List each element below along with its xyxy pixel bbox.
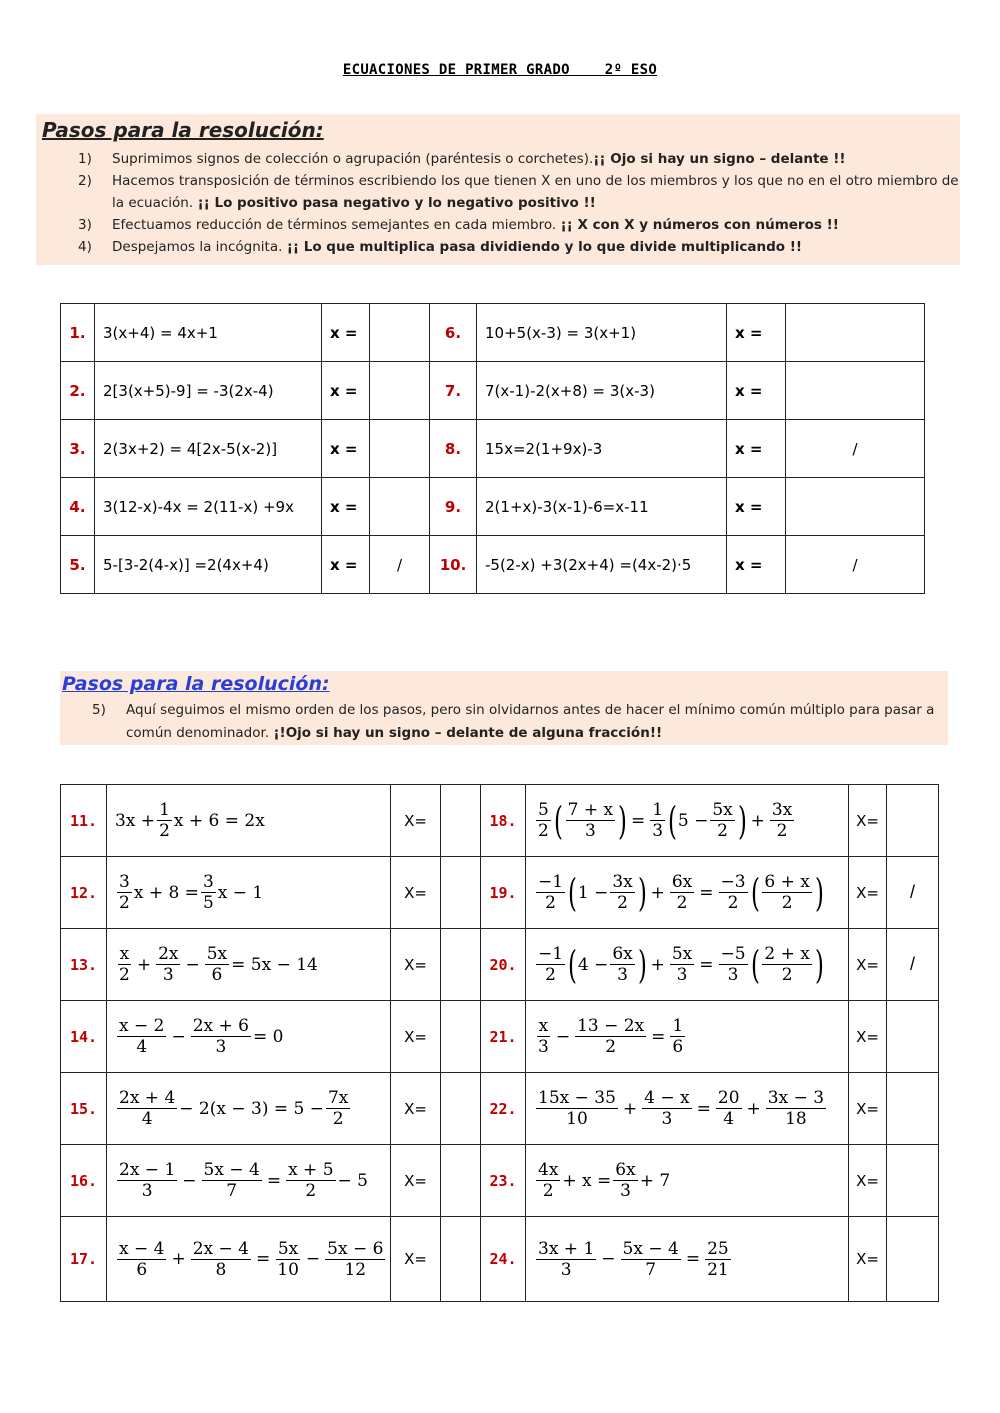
x-label: X= [391, 1217, 441, 1302]
x-label: X= [849, 1073, 887, 1145]
answer-field[interactable] [786, 478, 925, 536]
equation-16: 2x − 1 3 − $\frac{5x - 4}{7}$ = $\frac{x + 5}{2}$ − 5 [107, 1145, 391, 1217]
answer-field[interactable] [887, 785, 939, 857]
answer-field[interactable] [370, 304, 430, 362]
x-label: X= [391, 929, 441, 1001]
step-warning: ¡!Ojo si hay un signo – delante de alguna fracción!! [273, 725, 663, 741]
x-label: x = [727, 304, 786, 362]
answer-field[interactable] [441, 1001, 481, 1073]
answer-field[interactable] [887, 1073, 939, 1145]
x-label: x = [322, 420, 370, 478]
equation-text: 2[3(x+5)-9] = -3(2x-4) [95, 362, 322, 420]
equation-number: 23. [481, 1145, 526, 1217]
answer-field[interactable]: / [887, 857, 939, 929]
table-row [61, 1217, 939, 1302]
table-row [61, 478, 925, 536]
equation-number: 16. [61, 1145, 107, 1217]
equations-table-1 [60, 303, 925, 594]
steps-box-2 [60, 671, 948, 745]
equation-text: -5(2-x) +3(2x+4) =(4x-2)·5 [477, 536, 727, 594]
equation-number: 12. [61, 857, 107, 929]
table-row [61, 857, 939, 929]
x-label: x = [322, 362, 370, 420]
equation-text: 10+5(x-3) = 3(x+1) [477, 304, 727, 362]
equation-19: −1 2 ( 1 − $\frac{3x}{2}$ ) + $\frac{6x}{2}$ = $\frac{-3}{2}$ ( 6 + x 2 ) [526, 857, 849, 929]
equation-18: 5 2 ( 7 + x 3 ) = $\frac{1}{3}$ ( 5 − $\frac{5x}{2}$ ) + $\frac{3x}{2}$ [526, 785, 849, 857]
steps-heading-2: Pasos para la resolución: [62, 673, 330, 695]
step-text: Efectuamos reducción de términos semejantes en cada miembro. [112, 217, 557, 233]
equation-number: 15. [61, 1073, 107, 1145]
step-item [78, 214, 960, 236]
equation-text: 2(1+x)-3(x-1)-6=x-11 [477, 478, 727, 536]
equation-22: 15x − 35 10 + $\frac{4 - x}{3}$ = $\frac{20}{4}$ + $\frac{3x - 3}{18}$ [526, 1073, 849, 1145]
equation-number: 14. [61, 1001, 107, 1073]
step-item [78, 148, 960, 170]
equation-number: 24. [481, 1217, 526, 1302]
step-warning: ¡¡ X con X y números con números !! [560, 217, 839, 233]
table-row [61, 536, 925, 594]
equation-number: 5. [61, 536, 95, 594]
answer-field[interactable] [887, 1001, 939, 1073]
x-label: X= [849, 785, 887, 857]
answer-field[interactable]: / [887, 929, 939, 1001]
step-item [78, 170, 960, 214]
equation-number: 4. [61, 478, 95, 536]
step-warning: ¡¡ Ojo si hay un signo – delante !! [593, 151, 846, 167]
equation-21: x 3 − $\frac{13 - 2x}{2}$ = $\frac{1}{6}$ [526, 1001, 849, 1073]
equation-number: 13. [61, 929, 107, 1001]
answer-field[interactable] [786, 304, 925, 362]
answer-field[interactable] [441, 857, 481, 929]
equation-number: 11. [61, 785, 107, 857]
equation-23: 4x 2 + x = $\frac{6x}{3}$ + 7 [526, 1145, 849, 1217]
equations-table-2 [60, 784, 939, 1302]
equation-text: 7(x-1)-2(x+8) = 3(x-3) [477, 362, 727, 420]
equation-number: 18. [481, 785, 526, 857]
steps-box [36, 114, 960, 265]
equation-number: 22. [481, 1073, 526, 1145]
table-row [61, 362, 925, 420]
equation-13: x 2 + $\frac{2x}{3}$ − $\frac{5x}{6}$ = 5x − 14 [107, 929, 391, 1001]
steps-list-2 [92, 699, 948, 745]
equation-12: 3 2 x + 8 = $\frac{3}{5}$ x − 1 [107, 857, 391, 929]
x-label: x = [727, 362, 786, 420]
x-label: x = [322, 478, 370, 536]
equation-number: 1. [61, 304, 95, 362]
x-label: X= [849, 1145, 887, 1217]
answer-field[interactable] [441, 785, 481, 857]
answer-field[interactable] [441, 1073, 481, 1145]
equation-number: 20. [481, 929, 526, 1001]
table-row [61, 1073, 939, 1145]
equation-text: 15x=2(1+9x)-3 [477, 420, 727, 478]
step-number: 1) [78, 151, 92, 167]
x-label: X= [391, 1001, 441, 1073]
equation-number: 21. [481, 1001, 526, 1073]
equation-11: 3x + $\frac{1}{2}$ x + 6 = 2x [107, 785, 391, 857]
step-text: Hacemos transposición de términos escribiendo los que tienen X en uno de los miembros y los que no en el otro miembro de la ecuación. [112, 173, 959, 211]
x-label: x = [727, 478, 786, 536]
equation-number: 7. [430, 362, 477, 420]
x-label: x = [322, 304, 370, 362]
answer-field[interactable] [370, 478, 430, 536]
x-label: X= [391, 1073, 441, 1145]
equation-15: 2x + 4 4 − 2(x − 3) = 5 − $\frac{7x}{2}$ [107, 1073, 391, 1145]
equation-number: 3. [61, 420, 95, 478]
equation-number: 19. [481, 857, 526, 929]
x-label: x = [727, 420, 786, 478]
equation-text: 5-[3-2(4-x)] =2(4x+4) [95, 536, 322, 594]
page-title: ECUACIONES DE PRIMER GRADO 2º ESO [342, 62, 658, 78]
equation-number: 9. [430, 478, 477, 536]
equation-17: x − 4 6 + $\frac{2x - 4}{8}$ = $\frac{5x}{10}$ − $\frac{5x - 6}{12}$ [107, 1217, 391, 1302]
answer-field[interactable]: / [786, 536, 925, 594]
table-row [61, 929, 939, 1001]
answer-field[interactable] [441, 1217, 481, 1302]
equation-text: 3(x+4) = 4x+1 [95, 304, 322, 362]
answer-field[interactable] [441, 929, 481, 1001]
x-label: X= [849, 929, 887, 1001]
step-number: 3) [78, 217, 92, 233]
equation-number: 10. [430, 536, 477, 594]
equation-20: −1 2 ( 4 − $\frac{6x}{3}$ ) + $\frac{5x}{3}$ = $\frac{-5}{3}$ ( 2 + x 2 ) [526, 929, 849, 1001]
answer-field[interactable] [370, 362, 430, 420]
steps-heading: Pasos para la resolución: [42, 118, 324, 142]
table-row [61, 420, 925, 478]
x-label: x = [727, 536, 786, 594]
x-label: X= [391, 1145, 441, 1217]
equation-number: 17. [61, 1217, 107, 1302]
table-row [61, 1145, 939, 1217]
x-label: X= [849, 857, 887, 929]
step-item [78, 236, 960, 258]
equation-24: 3x + 1 3 − $\frac{5x - 4}{7}$ = $\frac{25}{21}$ [526, 1217, 849, 1302]
answer-field[interactable] [441, 1145, 481, 1217]
equation-text: 2(3x+2) = 4[2x-5(x-2)] [95, 420, 322, 478]
equation-text: 3(12-x)-4x = 2(11-x) +9x [95, 478, 322, 536]
table-row [61, 1001, 939, 1073]
step-warning: ¡¡ Lo que multiplica pasa dividiendo y lo que divide multiplicando !! [286, 239, 803, 255]
equation-number: 6. [430, 304, 477, 362]
answer-field[interactable]: / [786, 420, 925, 478]
equation-number: 8. [430, 420, 477, 478]
answer-field[interactable] [887, 1145, 939, 1217]
table-row [61, 785, 939, 857]
step-text: Suprimimos signos de colección o agrupación (paréntesis o corchetes). [112, 151, 594, 167]
table-row [61, 304, 925, 362]
steps-list [78, 148, 960, 258]
x-label: X= [391, 785, 441, 857]
x-label: X= [391, 857, 441, 929]
step-warning: ¡¡ Lo positivo pasa negativo y lo negativo positivo !! [197, 195, 596, 211]
answer-field[interactable] [370, 420, 430, 478]
step-number: 4) [78, 239, 92, 255]
answer-field[interactable] [786, 362, 925, 420]
step-text: Despejamos la incógnita. [112, 239, 283, 255]
x-label: X= [849, 1217, 887, 1302]
step-item [92, 699, 948, 745]
x-label: x = [322, 536, 370, 594]
step-number: 5) [92, 702, 106, 718]
step-text: Aquí seguimos el mismo orden de los pasos, pero sin olvidarnos antes de hacer el mínimo común múltiplo para pasar a común denominador. [126, 702, 935, 741]
answer-field[interactable]: / [370, 536, 430, 594]
equation-14: x − 2 4 − $\frac{2x + 6}{3}$ = 0 [107, 1001, 391, 1073]
answer-field[interactable] [887, 1217, 939, 1302]
x-label: X= [849, 1001, 887, 1073]
equation-number: 2. [61, 362, 95, 420]
step-number: 2) [78, 173, 92, 189]
